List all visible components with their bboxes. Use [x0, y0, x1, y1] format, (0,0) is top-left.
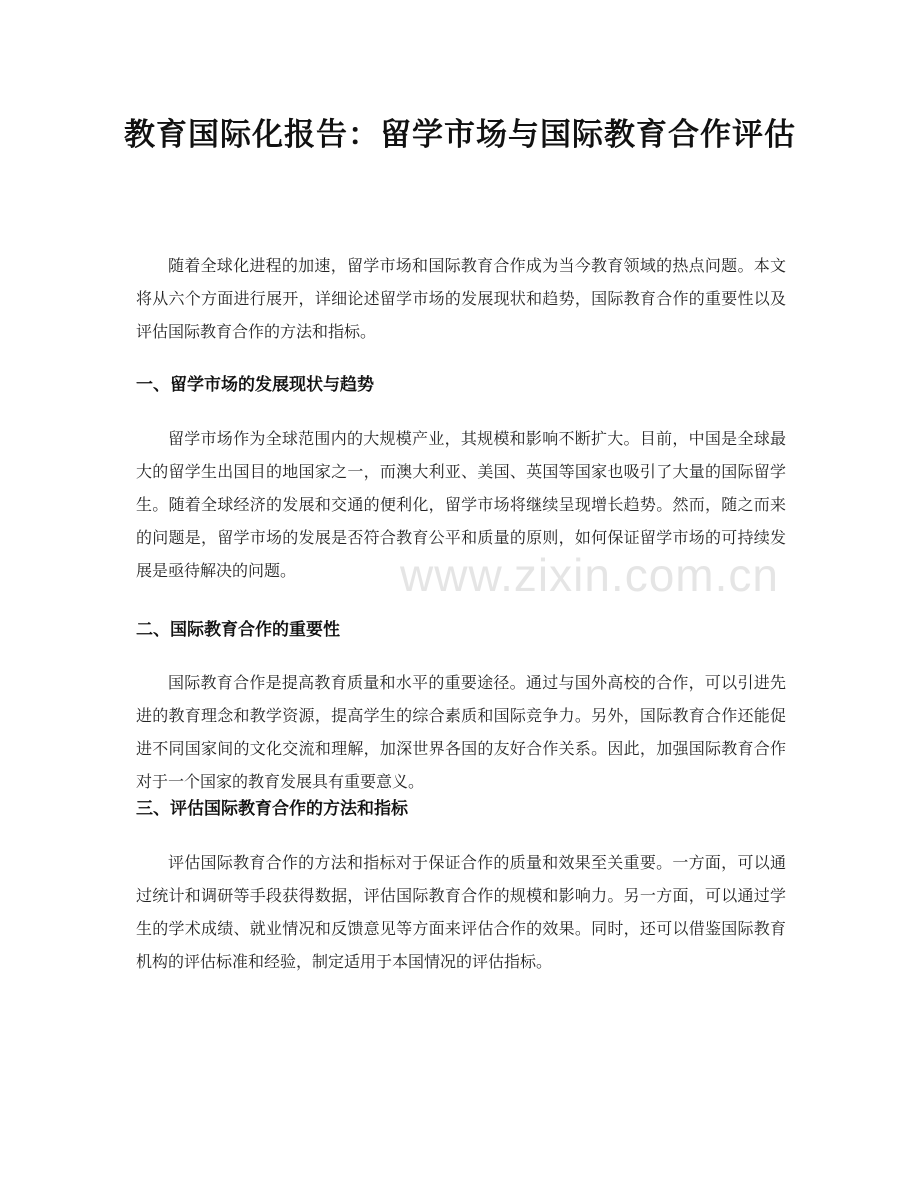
section-heading-1: 一、留学市场的发展现状与趋势	[136, 375, 374, 395]
section-body-3: 评估国际教育合作的方法和指标对于保证合作的质量和效果至关重要。一方面，可以通过统计和调研等手段获得数据，评估国际教育合作的规模和影响力。另一方面，可以通过学生的学术成绩、就业情况和反馈意见等方面来评估合作的效果。同时，还可以借鉴国际教育机构的评估标准和经验，制定适用于本国情况的评估指标。	[136, 853, 786, 971]
section-body-2: 国际教育合作是提高教育质量和水平的重要途径。通过与国外高校的合作，可以引进先进的教育理念和教学资源，提高学生的综合素质和国际竞争力。另外，国际教育合作还能促进不同国家间的文化交流和理解，加深世界各国的友好合作关系。因此，加强国际教育合作对于一个国家的教育发展具有重要意义。	[136, 673, 786, 791]
section-heading-3: 三、评估国际教育合作的方法和指标	[136, 799, 408, 819]
section-body-1: 留学市场作为全球范围内的大规模产业，其规模和影响不断扩大。目前，中国是全球最大的留学生出国目的地国家之一，而澳大利亚、美国、英国等国家也吸引了大量的国际留学生。随着全球经济的发展和交通的便利化，留学市场将继续呈现增长趋势。然而，随之而来的问题是，留学市场的发展是否符合教育公平和质量的原则，如何保证留学市场的可持续发展是亟待解决的问题。	[136, 429, 786, 580]
intro-paragraph: 随着全球化进程的加速，留学市场和国际教育合作成为当今教育领域的热点问题。本文将从六个方面进行展开，详细论述留学市场的发展现状和趋势，国际教育合作的重要性以及评估国际教育合作的方法和指标。	[136, 256, 786, 341]
watermark: www.zixin.com.cn	[400, 549, 779, 601]
document-title: 教育国际化报告：留学市场与国际教育合作评估	[124, 117, 796, 153]
section-heading-2: 二、国际教育合作的重要性	[136, 620, 340, 640]
